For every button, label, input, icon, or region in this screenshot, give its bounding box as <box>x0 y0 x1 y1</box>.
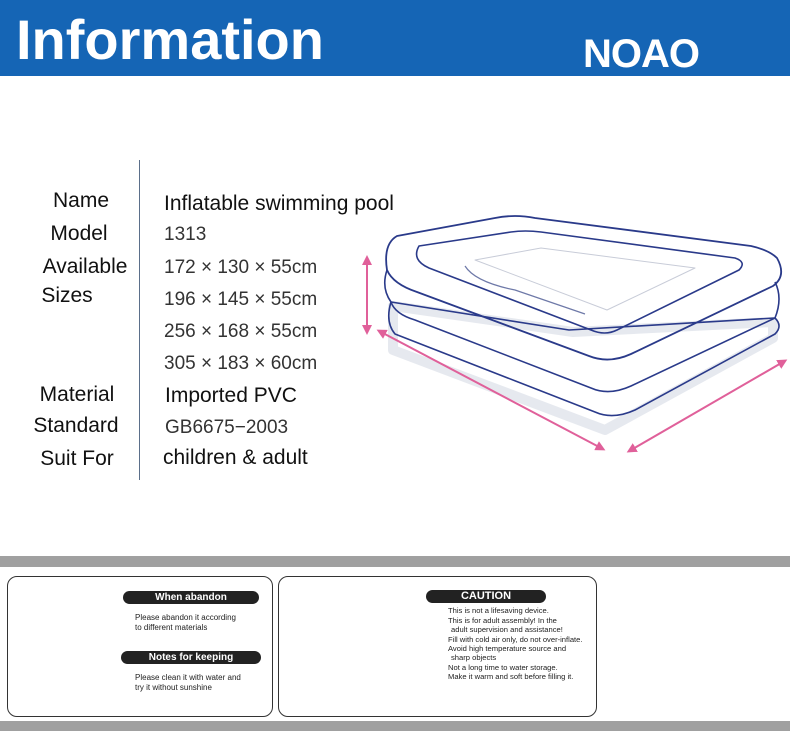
standard-value: GB6675−2003 <box>165 417 289 438</box>
caution-line-3: adult supervision and assistance! <box>451 625 563 634</box>
suit-for-label: Suit For <box>40 447 114 470</box>
caution-line-4: Fill with cold air only, do not over-inflate. <box>448 635 583 644</box>
keeping-line-1: Please clean it with water and <box>135 673 241 682</box>
abandon-line-1: Please abandon it according <box>135 613 236 622</box>
caution-line-8: Make it warm and soft before filling it. <box>448 672 574 681</box>
size-value-1: 172 × 130 × 55cm <box>164 257 318 278</box>
caution-line-7: Not a long time to water storage. <box>448 663 558 672</box>
model-value: 1313 <box>164 224 207 245</box>
standard-label: Standard <box>33 414 119 437</box>
abandon-line-2: to different materials <box>135 623 208 632</box>
keeping-line-2: try it without sunshine <box>135 683 212 692</box>
model-label: Model <box>50 222 108 245</box>
name-value: Inflatable swimming pool <box>164 192 394 215</box>
abandon-keeping-card <box>7 576 273 717</box>
pool-illustration <box>355 210 790 460</box>
caution-line-6: sharp objects <box>451 653 497 662</box>
header-banner <box>0 0 790 76</box>
sizes-label-line1: Available <box>42 255 128 278</box>
when-abandon-title: When abandon <box>123 591 259 604</box>
size-value-4: 305 × 183 × 60cm <box>164 353 318 374</box>
caution-line-1: This is not a lifesaving device. <box>448 606 549 615</box>
brand-logo: NOAO <box>583 32 699 76</box>
notes-keeping-title: Notes for keeping <box>121 651 261 664</box>
caution-line-2: This is for adult assembly! In the <box>448 616 557 625</box>
separator-band-top <box>0 556 790 567</box>
separator-band-bottom <box>0 721 790 731</box>
size-value-2: 196 × 145 × 55cm <box>164 289 318 310</box>
name-label: Name <box>52 189 110 212</box>
caution-card <box>278 576 597 717</box>
size-value-3: 256 × 168 × 55cm <box>164 321 318 342</box>
page-title: Information <box>16 8 324 71</box>
sizes-label-line2: Sizes <box>41 284 93 307</box>
caution-title: CAUTION <box>426 590 546 603</box>
material-label: Material <box>39 383 115 406</box>
divider-line <box>139 160 140 480</box>
suit-for-value: children & adult <box>163 446 308 469</box>
caution-line-5: Avoid high temperature source and <box>448 644 567 653</box>
material-value: Imported PVC <box>165 384 297 407</box>
